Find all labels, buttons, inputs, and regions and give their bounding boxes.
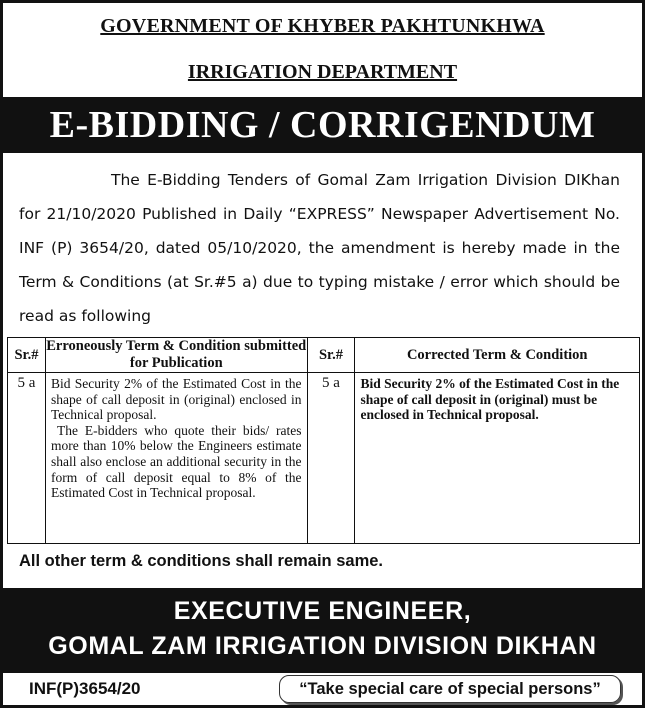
erroneous-term-part2: The E-bidders who quote their bids/ rates more than 10% below the Engineers estimate shall also enclose an additional security in the form of call deposit equal to 8% of the Estimated Cost in Technical proposal.	[50, 422, 302, 501]
notice-paragraph: The E-Bidding Tenders of Gomal Zam Irrigation Division DIKhan for 21/10/2020 Published in Daily “EXPRESS” Newspaper Advertisement No. INF (P) 3654/20, dated 05/10/2020, the amendment is hereby made in the Term & Conditions (at Sr.#5 a) due to typing mistake / error which should be read as following	[19, 171, 620, 325]
header-erroneous: Erroneously Term & Condition submitted for Publication	[46, 338, 307, 371]
terms-table	[7, 337, 640, 544]
signatory-band	[3, 588, 642, 673]
signatory-title: EXECUTIVE ENGINEER,	[173, 597, 472, 625]
row-sr-right: 5 a	[307, 373, 355, 544]
erroneous-term-cell	[45, 373, 307, 544]
title-banner: E-BIDDING / CORRIGENDUM	[3, 97, 642, 153]
department-heading: IRRIGATION DEPARTMENT	[187, 61, 458, 83]
table-row	[8, 373, 640, 544]
row-sr-left: 5 a	[8, 373, 46, 544]
erroneous-term-part1: Bid Security 2% of the Estimated Cost in the shape of call deposit in (original) enclosed in Technical proposal.	[50, 376, 302, 423]
motto-box: “Take special care of special persons”	[279, 675, 621, 703]
header-corrected: Corrected Term & Condition	[355, 338, 640, 373]
table-header-row	[8, 338, 640, 373]
remain-same-note: All other term & conditions shall remain same.	[19, 552, 384, 570]
government-heading: GOVERNMENT OF KHYBER PAKHTUNKHWA	[100, 15, 545, 37]
header-sr-left: Sr.#	[8, 338, 46, 373]
inf-number: INF(P)3654/20	[29, 679, 141, 698]
signatory-division: GOMAL ZAM IRRIGATION DIVISION DIKHAN	[48, 632, 597, 660]
corrected-term-cell: Bid Security 2% of the Estimated Cost in the shape of call deposit in (original) must be enclosed in Technical proposal.	[355, 373, 640, 544]
header-sr-right: Sr.#	[307, 338, 355, 373]
